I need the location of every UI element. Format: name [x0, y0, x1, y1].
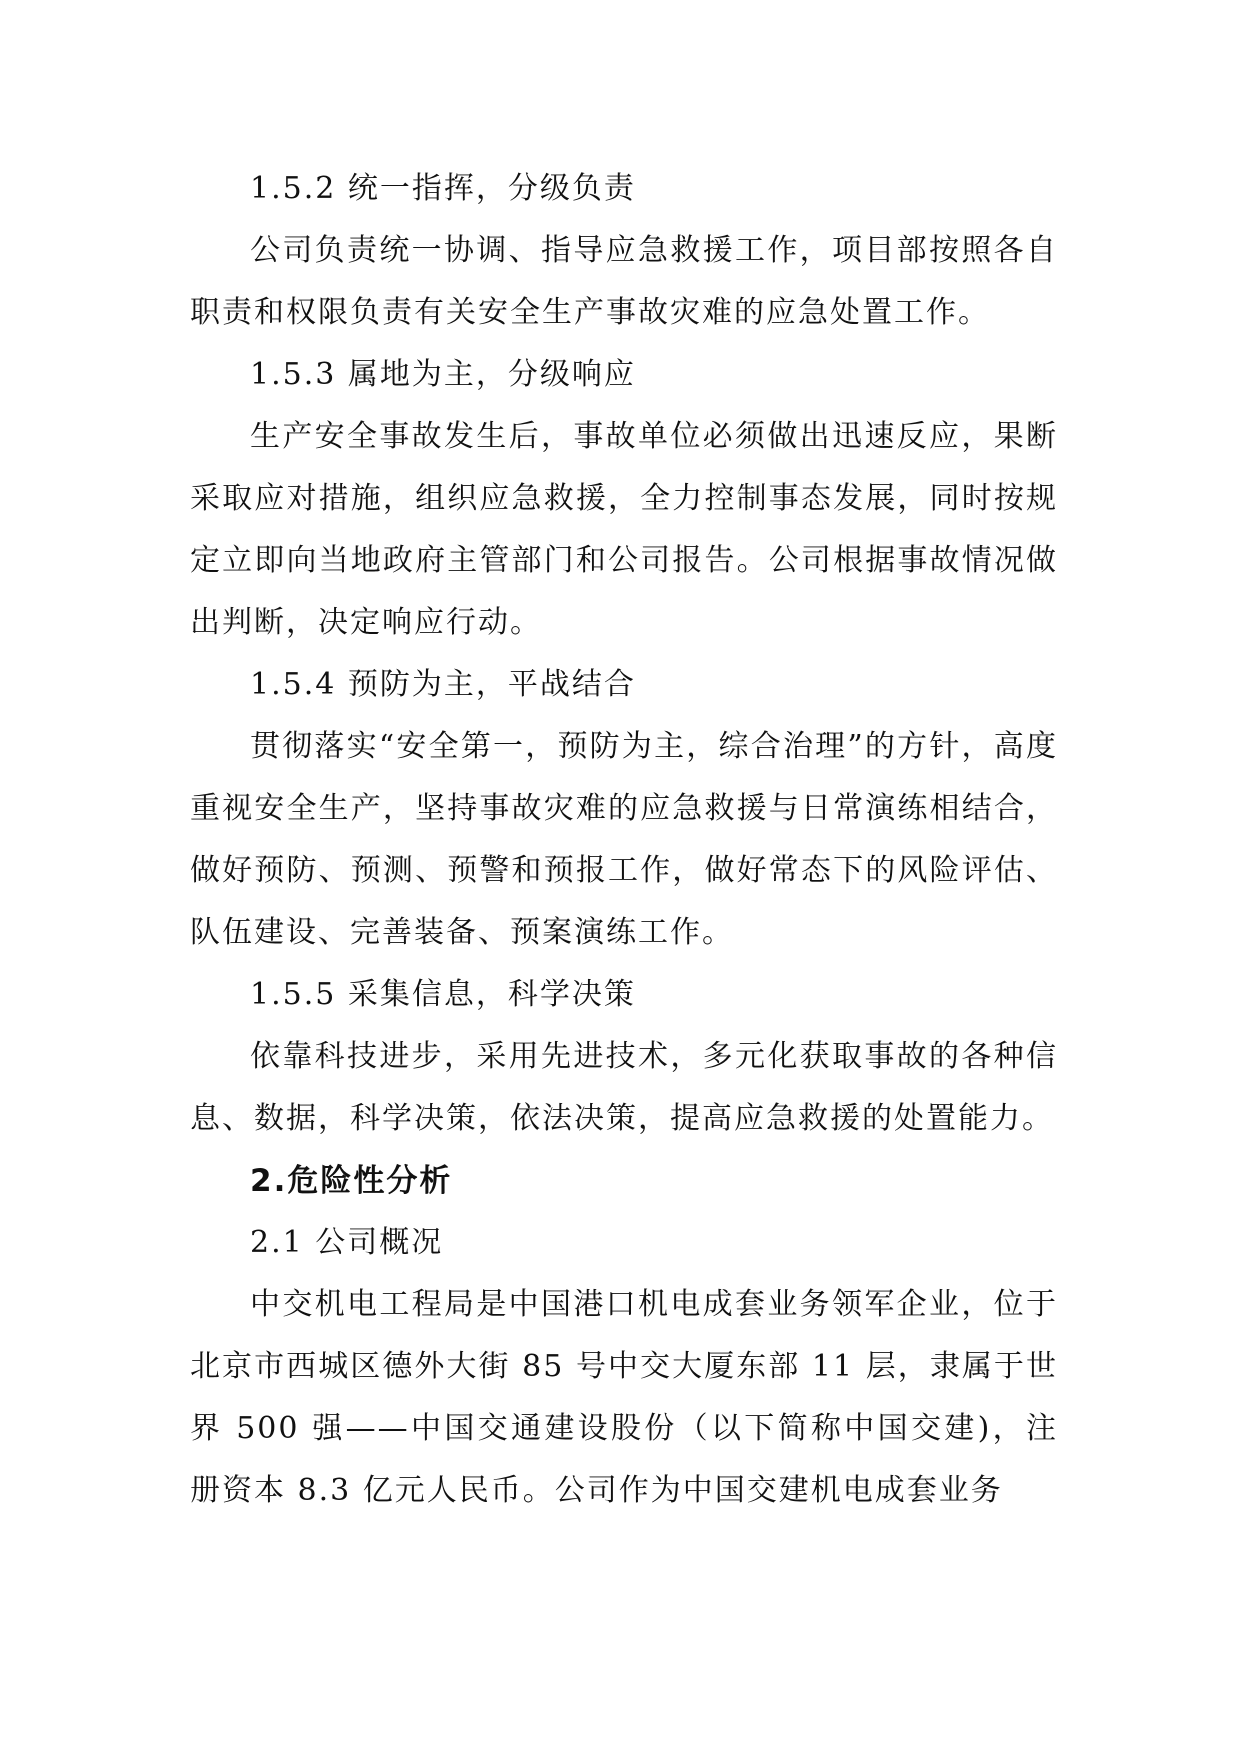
paragraph-1-5-3: 生产安全事故发生后，事故单位必须做出迅速反应，果断采取应对措施，组织应急救援，全力控制事态发展，同时按规定立即向当地政府主管部门和公司报告。公司根据事故情况做出判断，决定响应行动。	[190, 419, 1058, 640]
section-heading-1-5-5: 1.5.5 采集信息，科学决策	[250, 977, 636, 1012]
section-heading-2-1: 2.1 公司概况	[250, 1225, 444, 1260]
paragraph-1-5-2: 公司负责统一协调、指导应急救援工作，项目部按照各自职责和权限负责有关安全生产事故灾难的应急处置工作。	[190, 233, 1058, 330]
paragraph-1-5-4: 贯彻落实“安全第一，预防为主，综合治理”的方针，高度重视安全生产，坚持事故灾难的应急救援与日常演练相结合，做好预防、预测、预警和预报工作，做好常态下的风险评估、队伍建设、完善装备、预案演练工作。	[190, 729, 1058, 950]
section-heading-1-5-2: 1.5.2 统一指挥，分级负责	[250, 171, 636, 206]
paragraph-1-5-5: 依靠科技进步，采用先进技术，多元化获取事故的各种信息、数据，科学决策，依法决策，提高应急救援的处置能力。	[190, 1039, 1058, 1136]
section-heading-1-5-3: 1.5.3 属地为主，分级响应	[250, 357, 636, 392]
document-body	[190, 158, 1058, 1522]
section-heading-1-5-4: 1.5.4 预防为主，平战结合	[250, 667, 636, 702]
paragraph-2-1: 中交机电工程局是中国港口机电成套业务领军企业，位于北京市西城区德外大街 85 号中交大厦东部 11 层，隶属于世界 500 强——中国交通建设股份（以下简称中国交建)，注册资本 8.3 亿元人民币。公司作为中国交建机电成套业务	[190, 1287, 1058, 1508]
chapter-heading-2: 2.危险性分析	[250, 1163, 453, 1199]
